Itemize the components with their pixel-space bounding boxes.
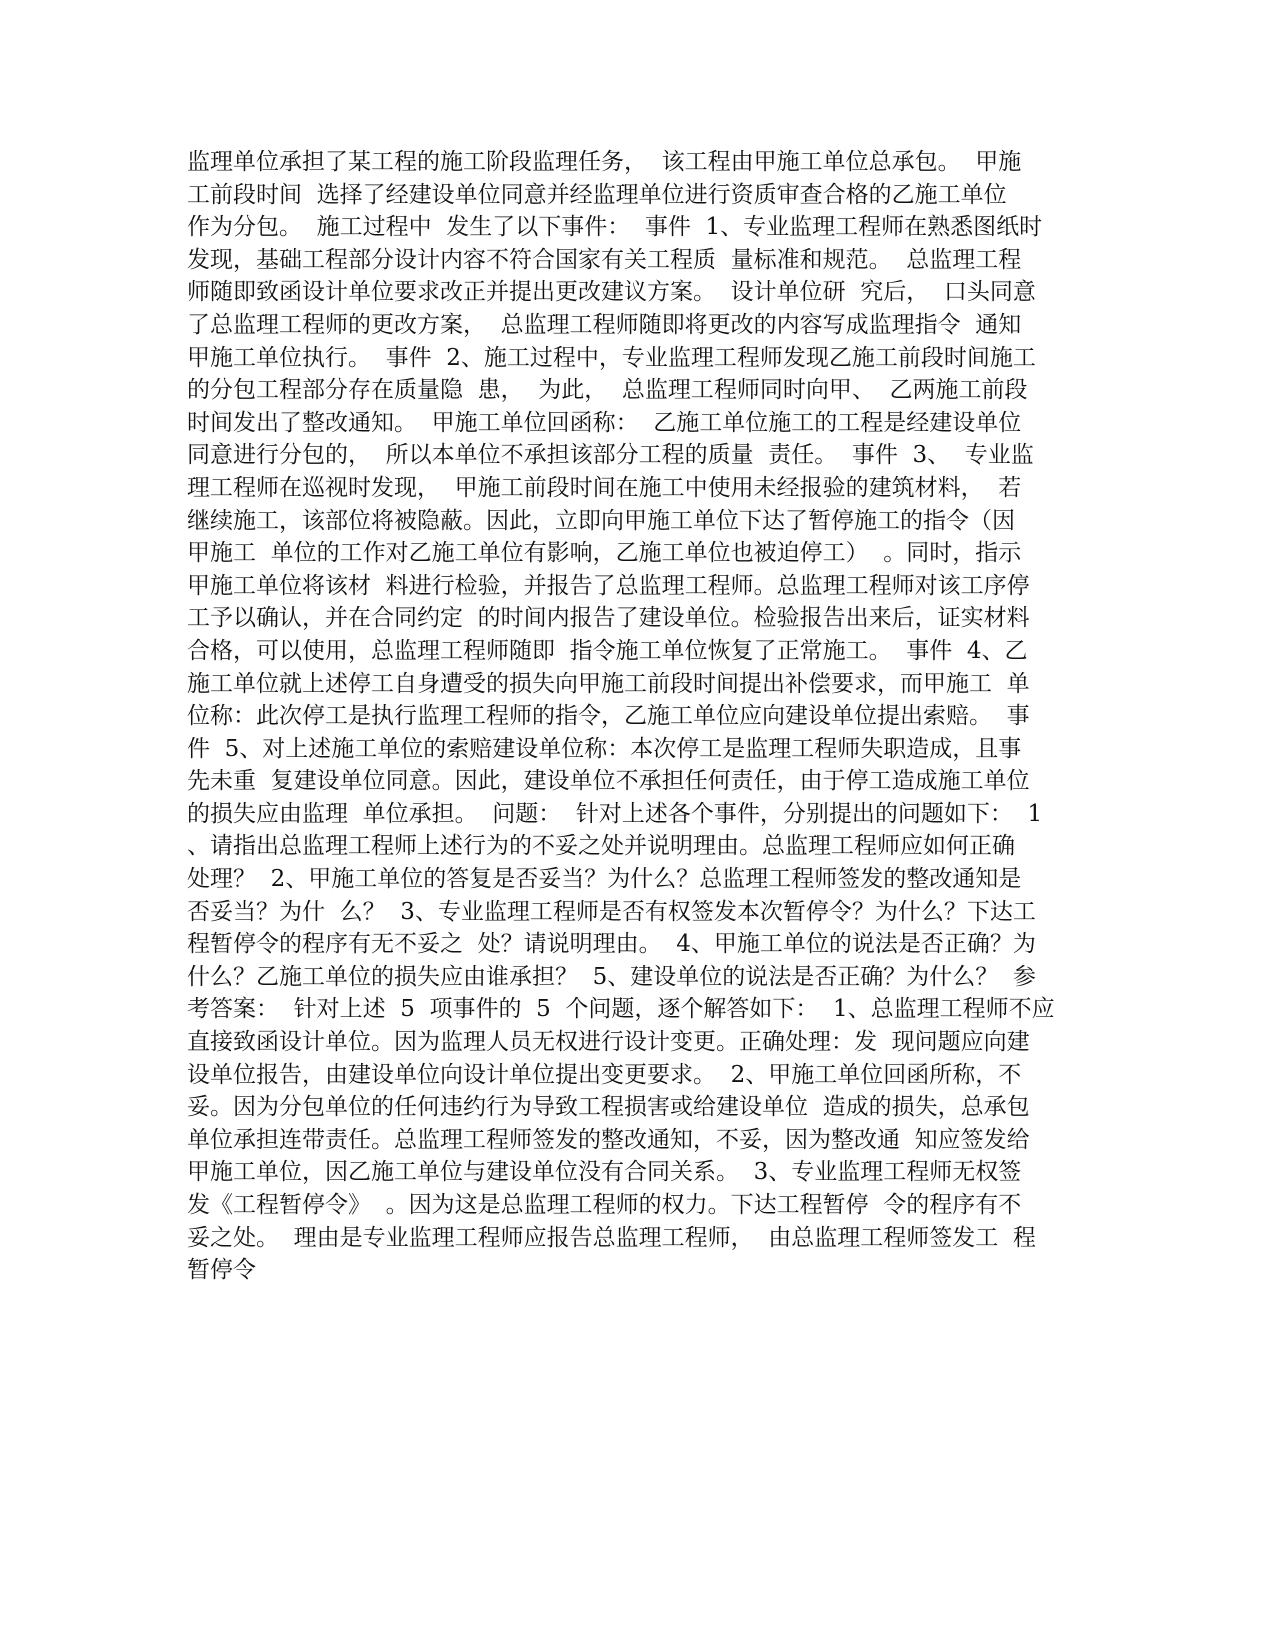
- text-line: 施工单位就上述停工自身遭受的损失向甲施工前段时间提出补偿要求，而甲施工 单: [187, 670, 1030, 697]
- text-line: 否妥当？为什 么？ 3、专业监理工程师是否有权签发本次暂停令？为什么？下达工: [187, 898, 1036, 925]
- text-line: 甲施工单位，因乙施工单位与建设单位没有合同关系。 3、专业监理工程师无权签: [187, 1159, 1022, 1186]
- text-line: 处理？ 2、甲施工单位的答复是否妥当？为什么？总监理工程师签发的整改通知是: [187, 866, 1022, 893]
- text-line: 工予以确认，并在合同约定 的时间内报告了建设单位。检验报告出来后，证实材料: [187, 605, 1030, 632]
- text-line: 件 5、对上述施工单位的索赔建设单位称：本次停工是监理工程师失职造成，且事: [187, 735, 1022, 762]
- text-line: 考答案： 针对上述 5 项事件的 5 个问题，逐个解答如下： 1、总监理工程师不应: [187, 996, 1055, 1023]
- text-line: 时间发出了整改通知。 甲施工单位回函称： 乙施工单位施工的工程是经建设单位: [187, 409, 1022, 436]
- text-line: 的损失应由监理 单位承担。 问题： 针对上述各个事件，分别提出的问题如下： 1: [187, 800, 1043, 827]
- text-line: 工前段时间 选择了经建设单位同意并经监理单位进行资质审查合格的乙施工单位: [187, 181, 1007, 208]
- text-line: 单位承担连带责任。总监理工程师签发的整改通知，不妥，因为整改通 知应签发给: [187, 1126, 1030, 1153]
- text-line: 妥之处。 理由是专业监理工程师应报告总监理工程师， 由总监理工程师签发工 程: [187, 1224, 1036, 1251]
- text-line: 直接致函设计单位。因为监理人员无权进行设计变更。正确处理：发 现问题应向建: [187, 1029, 1030, 1056]
- text-line: 继续施工，该部位将被隐蔽。因此，立即向甲施工单位下达了暂停施工的指令（因: [187, 507, 1015, 534]
- text-line: 合格，可以使用，总监理工程师随即 指令施工单位恢复了正常施工。 事件 4、乙: [187, 637, 1028, 664]
- text-line: 监理单位承担了某工程的施工阶段监理任务， 该工程由甲施工单位总承包。 甲施: [187, 149, 1022, 175]
- text-line: 设单位报告，由建设单位向设计单位提出变更要求。 2、甲施工单位回函所称，不: [187, 1061, 1022, 1088]
- text-line: 的分包工程部分存在质量隐 患， 为此， 总监理工程师同时向甲、 乙两施工前段: [187, 377, 1028, 404]
- text-line: 发现，基础工程部分设计内容不符合国家有关工程质 量标准和规范。 总监理工程: [187, 246, 1022, 273]
- body-text: [187, 146, 1087, 1287]
- text-line: 程暂停令的程序有无不妥之 处？请说明理由。 4、甲施工单位的说法是否正确？为: [187, 931, 1036, 958]
- text-line: 同意进行分包的， 所以本单位不承担该部分工程的质量 责任。 事件 3、 专业监: [187, 442, 1034, 469]
- text-line: 理工程师在巡视时发现， 甲施工前段时间在施工中使用未经报验的建筑材料， 若: [187, 474, 1022, 501]
- text-line: 作为分包。 施工过程中 发生了以下事件： 事件 1、专业监理工程师在熟悉图纸时: [187, 214, 1043, 241]
- text-line: 妥。因为分包单位的任何违约行为导致工程损害或给建设单位 造成的损失，总承包: [187, 1094, 1030, 1121]
- text-line: 甲施工 单位的工作对乙施工单位有影响，乙施工单位也被迫停工） 。同时，指示: [187, 540, 1022, 567]
- text-line: 甲施工单位将该材 料进行检验，并报告了总监理工程师。总监理工程师对该工序停: [187, 572, 1030, 599]
- text-line: 甲施工单位执行。 事件 2、施工过程中，专业监理工程师发现乙施工前段时间施工: [187, 344, 1036, 371]
- text-line: 先未重 复建设单位同意。因此，建设单位不承担任何责任，由于停工造成施工单位: [187, 768, 1030, 795]
- text-line: 师随即致函设计单位要求改正并提出更改建议方案。 设计单位研 究后， 口头同意: [187, 279, 1036, 306]
- text-line: 什么？乙施工单位的损失应由谁承担？ 5、建设单位的说法是否正确？为什么？ 参: [187, 963, 1036, 990]
- text-line: 发《工程暂停令》 。因为这是总监理工程师的权力。下达工程暂停 令的程序有不: [187, 1192, 1022, 1218]
- text-line: 了总监理工程师的更改方案， 总监理工程师随即将更改的内容写成监理指令 通知: [187, 311, 1022, 338]
- text-line: 暂停令: [187, 1257, 256, 1284]
- text-line: 、请指出总监理工程师上述行为的不妥之处并说明理由。总监理工程师应如何正确: [187, 833, 1015, 860]
- text-line: 位称：此次停工是执行监理工程师的指令，乙施工单位应向建设单位提出索赔。 事: [187, 703, 1030, 730]
